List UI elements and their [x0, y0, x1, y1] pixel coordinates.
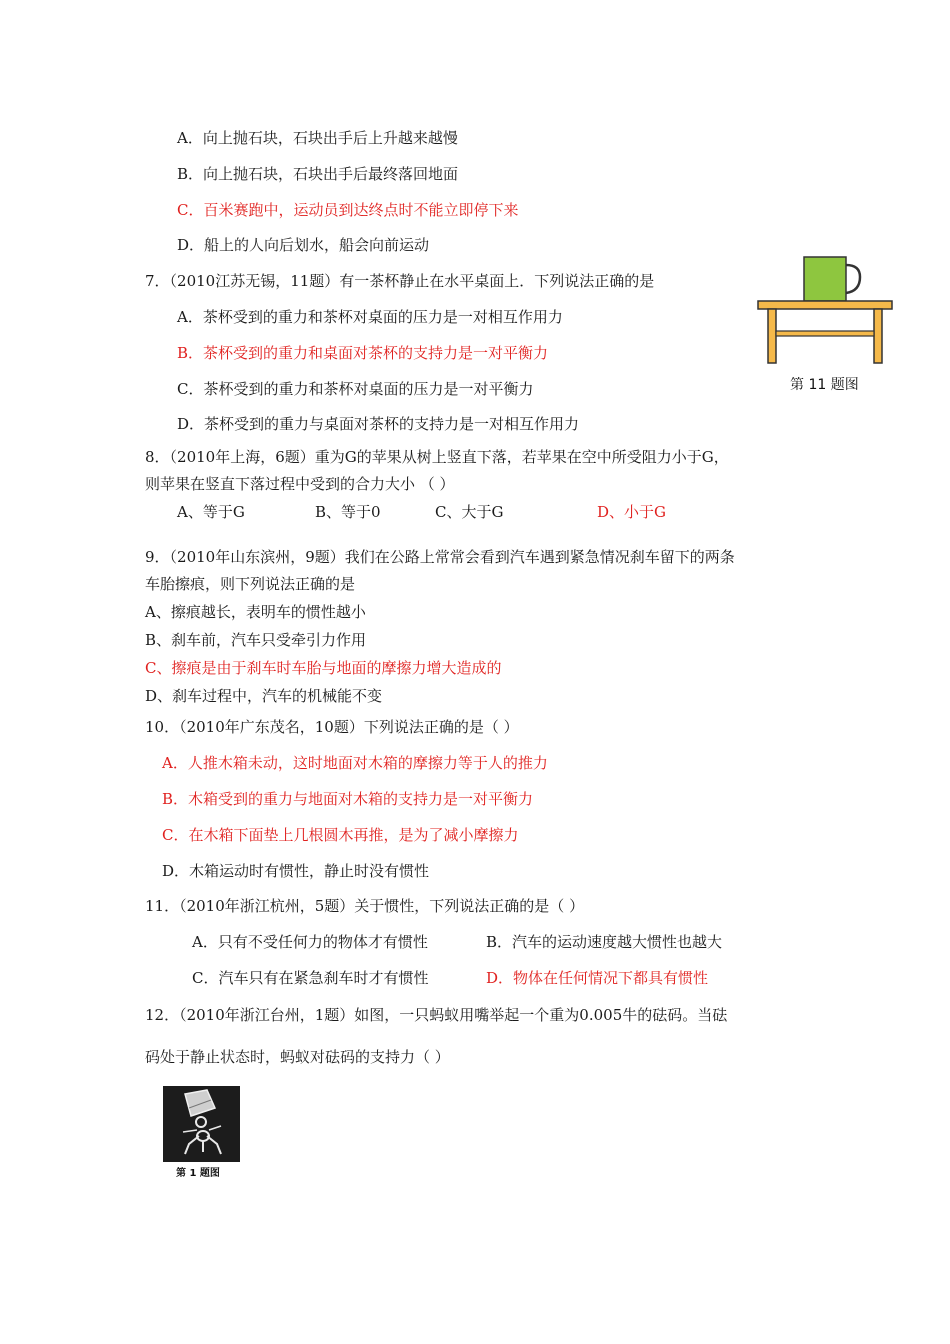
q6-option-a: A．向上抛石块，石块出手后上升越来越慢	[177, 129, 458, 147]
cup-on-table-figure	[756, 255, 896, 370]
q7-option-c: C．茶杯受到的重力和茶杯对桌面的压力是一对平衡力	[177, 380, 534, 398]
q7-option-d: D．茶杯受到的重力与桌面对茶杯的支持力是一对相互作用力	[177, 415, 580, 433]
q6-option-b: B．向上抛石块，石块出手后最终落回地面	[177, 165, 459, 183]
q9-option-b: B、刹车前，汽车只受牵引力作用	[145, 631, 367, 649]
q9-option-c-answer: C、擦痕是由于刹车时车胎与地面的摩擦力增大造成的	[145, 659, 502, 677]
q12-figure-caption: 第 1 题图	[176, 1168, 220, 1179]
q8-option-c: C、大于G	[435, 503, 504, 521]
q11-option-c: C．汽车只有在紧急刹车时才有惯性	[192, 969, 429, 987]
q7-figure-caption: 第 11 题图	[790, 377, 859, 393]
q8-option-d-answer: D、小于G	[597, 503, 667, 521]
q6-option-c-answer: C．百米赛跑中，运动员到达终点时不能立即停下来	[177, 201, 519, 219]
q10-stem: 10．（2010年广东茂名，10题）下列说法正确的是（ ）	[145, 718, 519, 736]
table-crossbar	[776, 331, 874, 336]
cup-handle	[846, 265, 860, 293]
table-top	[758, 301, 892, 309]
q9-option-a: A、擦痕越长，表明车的惯性越小	[145, 603, 366, 621]
q10-option-b-answer: B．木箱受到的重力与地面对木箱的支持力是一对平衡力	[162, 790, 534, 808]
q8-option-b: B、等于0	[315, 503, 381, 521]
ant-lifting-weight-figure	[163, 1086, 240, 1162]
q7-option-a: A．茶杯受到的重力和茶杯对桌面的压力是一对相互作用力	[177, 308, 563, 326]
q8-stem-line2: 则苹果在竖直下落过程中受到的合力大小 （ ）	[145, 475, 455, 493]
q8-stem-line1: 8．（2010年上海，6题）重为G的苹果从树上竖直下落，若苹果在空中所受阻力小于G，	[145, 448, 729, 466]
q7-stem: 7．（2010江苏无锡，11题）有一茶杯静止在水平桌面上．下列说法正确的是	[145, 272, 655, 290]
q12-stem-line2: 码处于静止状态时，蚂蚁对砝码的支持力（ ）	[145, 1048, 450, 1066]
q10-option-c-answer: C．在木箱下面垫上几根圆木再推，是为了减小摩擦力	[162, 826, 519, 844]
cup-body	[804, 257, 846, 301]
q11-option-a: A．只有不受任何力的物体才有惯性	[192, 933, 428, 951]
q9-option-d: D、刹车过程中，汽车的机械能不变	[145, 687, 383, 705]
q6-option-d: D．船上的人向后划水，船会向前运动	[177, 236, 430, 254]
q10-option-d: D．木箱运动时有惯性，静止时没有惯性	[162, 862, 430, 880]
q11-option-d-answer: D．物体在任何情况下都具有惯性	[486, 969, 709, 987]
q11-stem: 11．（2010年浙江杭州，5题）关于惯性，下列说法正确的是（ ）	[145, 897, 585, 915]
q7-option-b-answer: B．茶杯受到的重力和桌面对茶杯的支持力是一对平衡力	[177, 344, 549, 362]
table-leg-right	[874, 309, 882, 363]
q11-option-b: B．汽车的运动速度越大惯性也越大	[486, 933, 723, 951]
q9-stem-line2: 车胎擦痕，则下列说法正确的是	[145, 575, 356, 593]
q8-option-a: A、等于G	[177, 503, 245, 521]
q12-stem-line1: 12．（2010年浙江台州，1题）如图，一只蚂蚁用嘴举起一个重为0.005牛的砝码。当砝	[145, 1006, 728, 1024]
table-leg-left	[768, 309, 776, 363]
q9-stem-line1: 9．（2010年山东滨州，9题）我们在公路上常常会看到汽车遇到紧急情况刹车留下的两条	[145, 548, 735, 566]
q10-option-a-answer: A．人推木箱未动，这时地面对木箱的摩擦力等于人的推力	[162, 754, 548, 772]
